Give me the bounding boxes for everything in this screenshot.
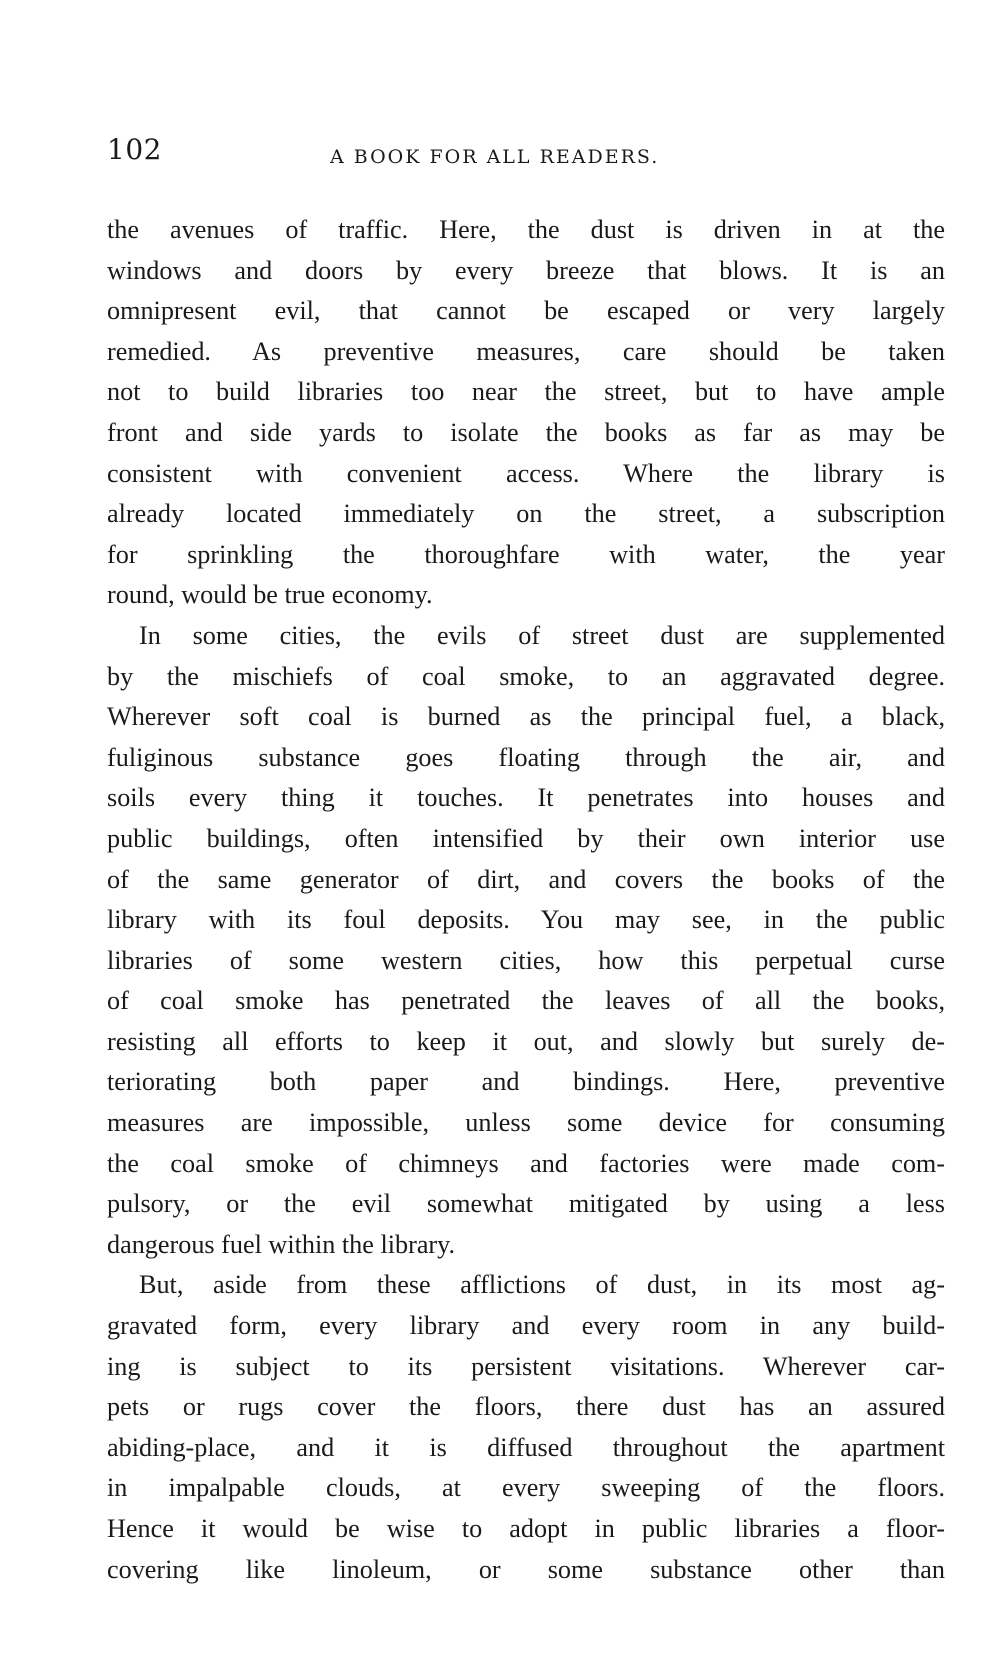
text-line: dangerous fuel within the library. [107, 1229, 456, 1259]
text-line: front and side yards to isolate the books as far as may be [107, 417, 945, 447]
text-line: pets or rugs cover the floors, there dust has an assured [107, 1392, 945, 1422]
text-line: of coal smoke has penetrated the leaves of all the books, [107, 986, 945, 1016]
text-line: in impalpable clouds, at every sweeping of the floors. [107, 1473, 945, 1503]
text-line: by the mischiefs of coal smoke, to an aggravated degree. [107, 661, 945, 691]
text-line: of the same generator of dirt, and covers the books of the [107, 864, 945, 894]
running-title: A BOOK FOR ALL READERS. [330, 146, 660, 168]
text-line: covering like linoleum, or some substance other than [107, 1554, 945, 1584]
page-number: 102 [107, 133, 162, 166]
text-line: remedied. As preventive measures, care should be taken [107, 336, 945, 366]
text-line: gravated form, every library and every room in any build- [107, 1311, 945, 1341]
text-line: consistent with convenient access. Where the library is [107, 458, 945, 488]
text-line: ing is subject to its persistent visitations. Wherever car- [107, 1351, 945, 1381]
text-line: round, would be true economy. [107, 580, 433, 610]
text-line: the avenues of traffic. Here, the dust is driven in at the [107, 215, 945, 244]
text-line: Hence it would be wise to adopt in public libraries a floor- [107, 1514, 945, 1543]
text-line: not to build libraries too near the street, but to have ample [107, 377, 945, 407]
text-line: windows and doors by every breeze that blows. It is an [107, 255, 945, 285]
paragraph-start-line: But, aside from these afflictions of dust, in its most ag- [139, 1270, 945, 1300]
body-text [107, 210, 945, 1590]
text-line: teriorating both paper and bindings. Here, preventive [107, 1067, 945, 1097]
text-line: the coal smoke of chimneys and factories were made com- [107, 1148, 945, 1178]
text-line: already located immediately on the street, a subscription [107, 499, 945, 529]
text-line: pulsory, or the evil somewhat mitigated by using a less [107, 1189, 945, 1219]
text-line: resisting all efforts to keep it out, and slowly but surely de- [107, 1026, 945, 1056]
text-line: fuliginous substance goes floating through the air, and [107, 742, 945, 772]
text-line: measures are impossible, unless some device for consuming [107, 1108, 945, 1138]
paragraph-start-line: In some cities, the evils of street dust are supplemented [139, 620, 945, 650]
text-line: Wherever soft coal is burned as the principal fuel, a black, [107, 702, 945, 732]
text-line: for sprinkling the thoroughfare with water, the year [107, 539, 945, 569]
text-line: soils every thing it touches. It penetrates into houses and [107, 783, 945, 813]
text-line: library with its foul deposits. You may see, in the public [107, 905, 945, 935]
text-line: libraries of some western cities, how this perpetual curse [107, 945, 945, 975]
text-line: public buildings, often intensified by their own interior use [107, 823, 945, 853]
text-line: abiding-place, and it is diffused throughout the apartment [107, 1432, 945, 1462]
text-line: omnipresent evil, that cannot be escaped or very largely [107, 296, 945, 326]
